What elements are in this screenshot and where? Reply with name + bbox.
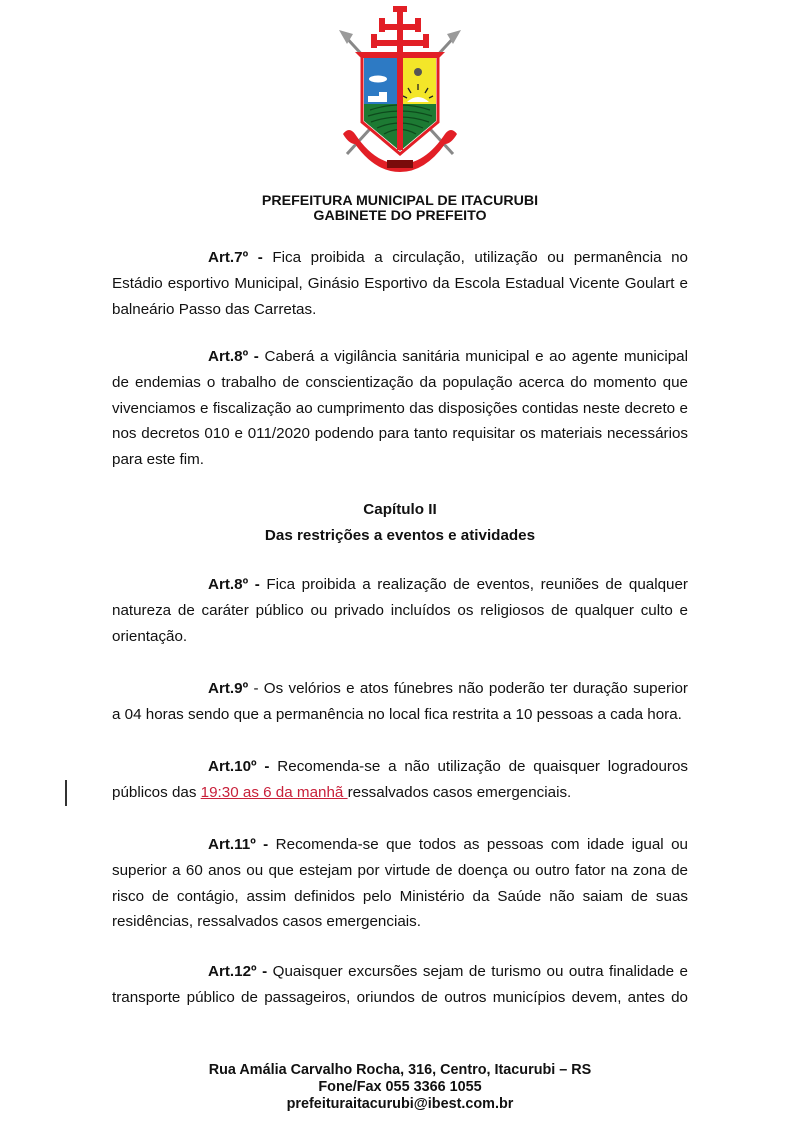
- article-text: Caberá a vigilância sanitária municipal e ao agente municipal de endemias o trabalho de conscientização da população acerca do momento que vivenciamos e fiscalização ao cumprimento das disposições contidas neste decreto e nos decretos 010 e 011/2020 podendo para tanto requisitar os materiais necessários para este fim.: [112, 348, 688, 469]
- article-text: Fica proibida a circulação, utilização ou permanência no Estádio esportivo Municipal, Ginásio Esportivo da Escola Estadual Vicente Goulart e balneário Passo das Carretas.: [112, 249, 688, 318]
- tracked-change-time-range: 19:30 as 6 da manhã: [200, 783, 348, 801]
- article-8-first: [112, 344, 688, 473]
- article-text: Quaisquer excursões sejam de turismo ou outra finalidade e transporte público de passageiros, oriundos de outros municípios devem, antes do: [112, 963, 688, 1006]
- article-label: Art.9º: [208, 680, 249, 697]
- article-10: [112, 754, 688, 806]
- chapter-title: Capítulo II: [363, 501, 437, 518]
- header-municipality: PREFEITURA MUNICIPAL DE ITACURUBI: [261, 193, 539, 209]
- article-12: [112, 959, 688, 1011]
- chapter-heading: [0, 497, 800, 549]
- article-text: Recomenda-se que todos as pessoas com idade igual ou superior a 60 anos ou que estejam por virtude de doença ou outro fator na zona de risco de contágio, assim definidos pelo Ministério da Saúde não saiam de suas residências, ressalvados casos emergenciais.: [112, 836, 688, 931]
- article-label: Art.11º -: [208, 836, 269, 853]
- article-label: Art.8º -: [208, 348, 259, 365]
- footer-address: Rua Amália Carvalho Rocha, 316, Centro, Itacurubi – RS: [208, 1062, 592, 1078]
- document-header: [0, 194, 800, 224]
- article-label: Art.12º -: [208, 963, 268, 980]
- article-label: Art.8º -: [208, 576, 260, 593]
- article-label: Art.10º -: [208, 758, 270, 775]
- footer-phone: Fone/Fax 055 3366 1055: [318, 1079, 482, 1095]
- article-text: Fica proibida a realização de eventos, reuniões de qualquer natureza de caráter público ou privado incluídos os religiosos de qualquer culto e orientação.: [112, 576, 688, 645]
- article-label: Art.7º -: [208, 249, 263, 266]
- article-11: [112, 832, 688, 935]
- article-text: - Os velórios e atos fúnebres não poderão ter duração superior a 04 horas sendo que a permanência no local fica restrita a 10 pessoas a cada hora.: [112, 680, 688, 723]
- article-7: [112, 245, 688, 322]
- article-text: Recomenda-se a não utilização de quaisquer logradouros públicos das: [112, 758, 689, 801]
- municipal-coat-of-arms: [335, 4, 465, 172]
- header-office: GABINETE DO PREFEITO: [313, 208, 487, 224]
- article-8-second: [112, 572, 688, 649]
- footer-email: prefeituraitacurubi@ibest.com.br: [286, 1096, 514, 1112]
- article-text-after: ressalvados casos emergenciais.: [347, 783, 572, 801]
- revision-change-bar: [65, 780, 67, 806]
- chapter-subtitle: Das restrições a eventos e atividades: [264, 526, 536, 544]
- document-footer: [0, 1062, 800, 1113]
- article-9: [112, 676, 688, 728]
